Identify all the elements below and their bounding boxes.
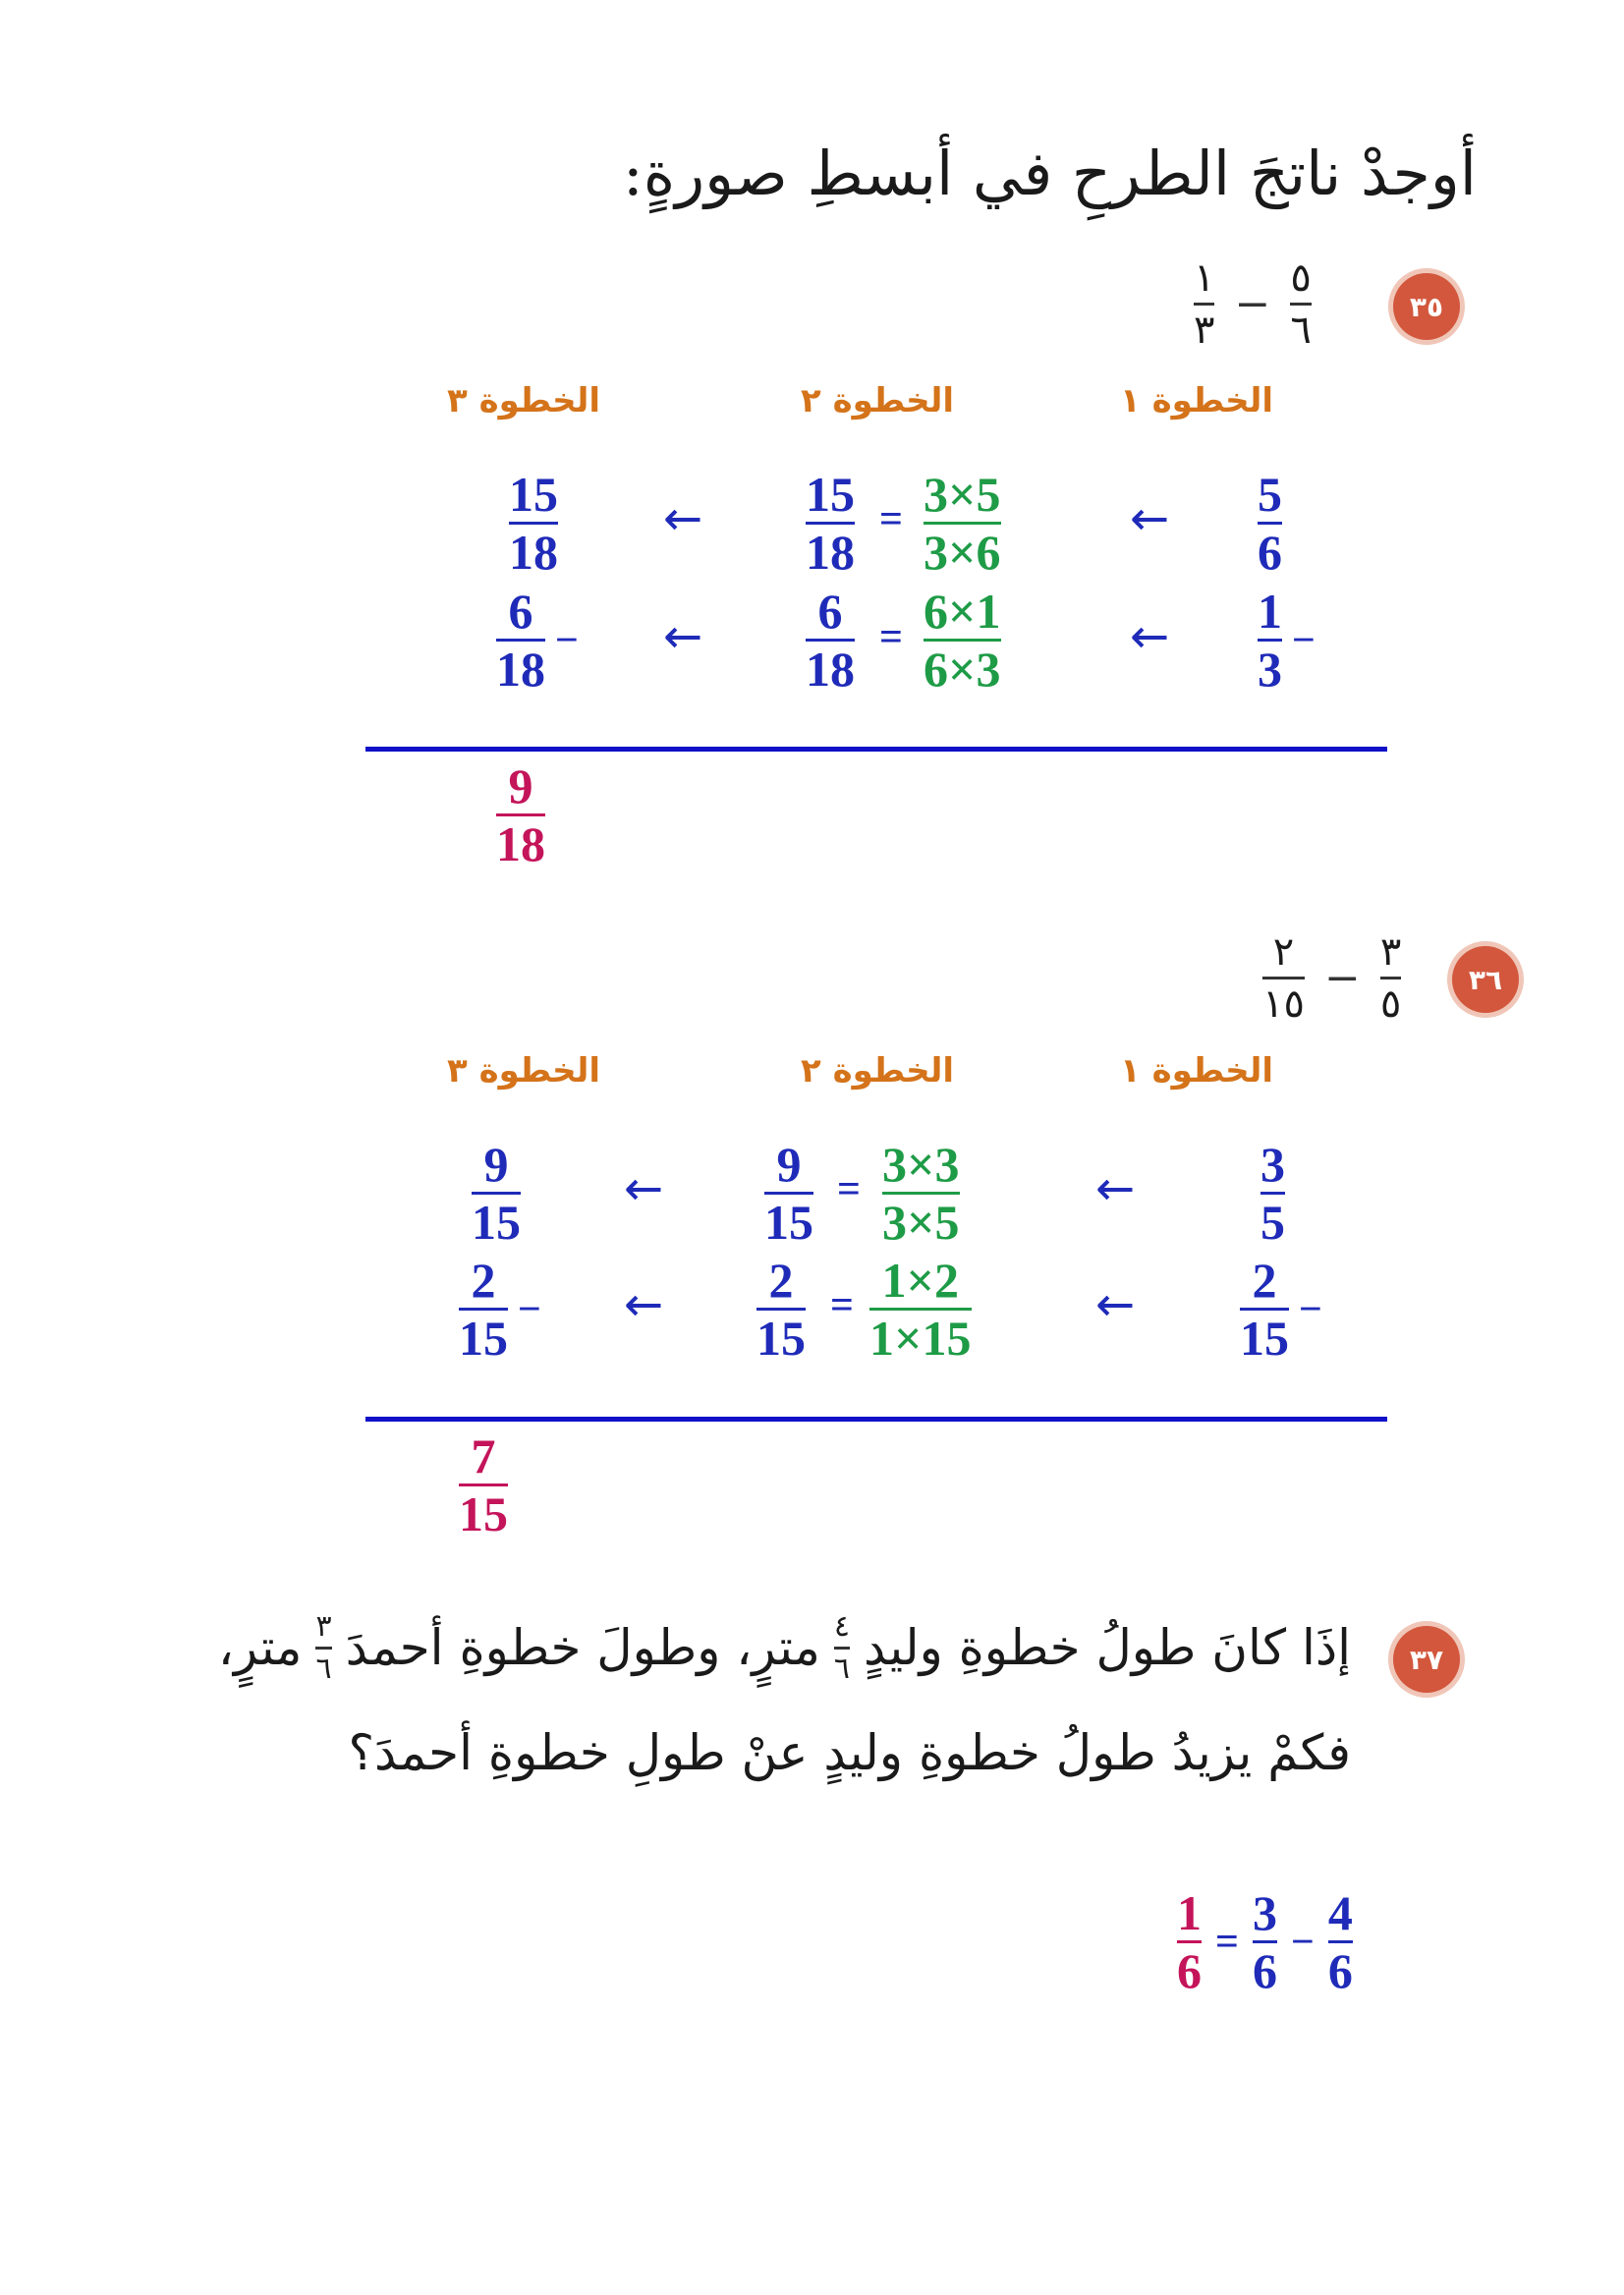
numerator: ٣ [1379, 929, 1402, 975]
equals-sign: = [879, 497, 903, 542]
step2-fraction: 15 18 [806, 467, 855, 580]
step-1-label: الخطوة ١ [1120, 1051, 1274, 1091]
minus-sign: − [1234, 279, 1271, 329]
word-problem-solution [1177, 1885, 1353, 1998]
subtrahend-step1 [1240, 1253, 1322, 1366]
fraction [1262, 931, 1305, 1025]
problem-number-badge: ٣٦ [1452, 946, 1519, 1013]
arrow-icon: ← [1130, 609, 1170, 664]
word-problem-line-2: فكمْ يزيدُ طولُ خطوةِ وليدٍ عنْ طولِ خطوةِ أحمدَ؟ [348, 1724, 1351, 1781]
equals-sign: = [879, 615, 903, 660]
minus-sign: − [1292, 617, 1316, 663]
minus-sign: − [1299, 1286, 1322, 1332]
multiplied-fraction: 6×1 6×3 [924, 584, 1001, 697]
arrow-icon: ← [1095, 1277, 1136, 1332]
subtrahend-fraction: $\frac{3}{6}$ [1252, 1885, 1277, 1998]
step1-fraction: 5 6 [1258, 467, 1282, 580]
step-2-label: الخطوة ٢ [801, 381, 955, 420]
arrow-icon: ← [624, 1277, 664, 1332]
minus-sign: − [518, 1286, 541, 1332]
subtrahend-step1 [1258, 584, 1316, 697]
denominator: ٦ [1290, 308, 1312, 353]
step1-fraction: $\frac{2}{15}$ [1240, 1253, 1289, 1366]
step2-fraction: 2 15 [756, 1253, 806, 1366]
step2-fraction: 6 18 [806, 584, 855, 697]
sum-line [365, 747, 1387, 752]
step2-fraction: 9 15 [764, 1137, 813, 1250]
arrow-icon: ← [1130, 491, 1170, 546]
sum-line [365, 1417, 1387, 1422]
numerator: ١ [1194, 255, 1215, 301]
word-text: إذَا كانَ طولُ خطوةِ وليدٍ [864, 1619, 1351, 1676]
equals-sign: = [837, 1167, 861, 1212]
arrow-icon: ← [624, 1161, 664, 1216]
problem-number-badge: ٣٥ [1393, 273, 1460, 340]
multiplied-fraction: 3×3 3×5 [882, 1137, 960, 1250]
word-problem-line-1 [218, 1611, 1351, 1684]
minus-sign: − [1323, 953, 1361, 1003]
step1-fraction: $\frac{1}{3}$ [1258, 584, 1282, 697]
equals-sign: = [830, 1283, 854, 1328]
step3-fraction: $\frac{6}{18}$ [496, 584, 545, 697]
arrow-icon: ← [663, 491, 703, 546]
minus-sign: − [555, 617, 579, 663]
step1-fraction: 3 5 [1260, 1137, 1285, 1250]
step-3-label: الخطوة ٣ [447, 381, 601, 420]
subtrahend-step3 [496, 584, 579, 697]
subtrahend-step3 [459, 1253, 541, 1366]
problem-expression [1262, 931, 1401, 1025]
minus-sign: − [1290, 1919, 1315, 1965]
fraction: ٣ ٦ [315, 1609, 332, 1686]
answer-fraction: 9 18 [496, 758, 545, 871]
numerator: ٢ [1272, 929, 1295, 975]
fraction [1380, 931, 1401, 1025]
result-fraction: $\frac{1}{6}$ [1177, 1885, 1202, 1998]
arrow-icon: ← [1095, 1161, 1136, 1216]
numerator: ٥ [1290, 255, 1312, 301]
step3-fraction: 9 15 [472, 1137, 521, 1250]
equals-sign: = [1215, 1919, 1239, 1965]
answer-fraction: 7 15 [459, 1428, 508, 1541]
minuend-fraction: $\frac{4}{6}$ [1327, 1885, 1353, 1998]
fraction [1290, 257, 1311, 351]
arrow-icon: ← [663, 609, 703, 664]
step-1-label: الخطوة ١ [1120, 381, 1274, 420]
fraction [1194, 257, 1214, 351]
denominator: ١٥ [1262, 981, 1305, 1027]
page-title: أوجدْ ناتجَ الطرحِ في أبسطِ صورةٍ: [622, 138, 1477, 209]
step-3-label: الخطوة ٣ [447, 1051, 601, 1091]
step3-fraction: 15 18 [509, 467, 558, 580]
word-text: مترٍ، وطولَ خطوةِ أحمدَ [345, 1619, 820, 1676]
multiplied-fraction: 1×2 1×15 [869, 1253, 972, 1366]
step-2-label: الخطوة ٢ [801, 1051, 955, 1091]
denominator: ٣ [1194, 308, 1215, 353]
multiplied-fraction: 3×5 3×6 [924, 467, 1001, 580]
denominator: ٥ [1379, 981, 1402, 1027]
fraction: ٤ ٦ [833, 1609, 850, 1686]
problem-number-badge: ٣٧ [1393, 1626, 1460, 1693]
word-text: مترٍ، [217, 1619, 303, 1676]
step3-fraction: $\frac{2}{15}$ [459, 1253, 508, 1366]
problem-expression [1194, 257, 1312, 351]
